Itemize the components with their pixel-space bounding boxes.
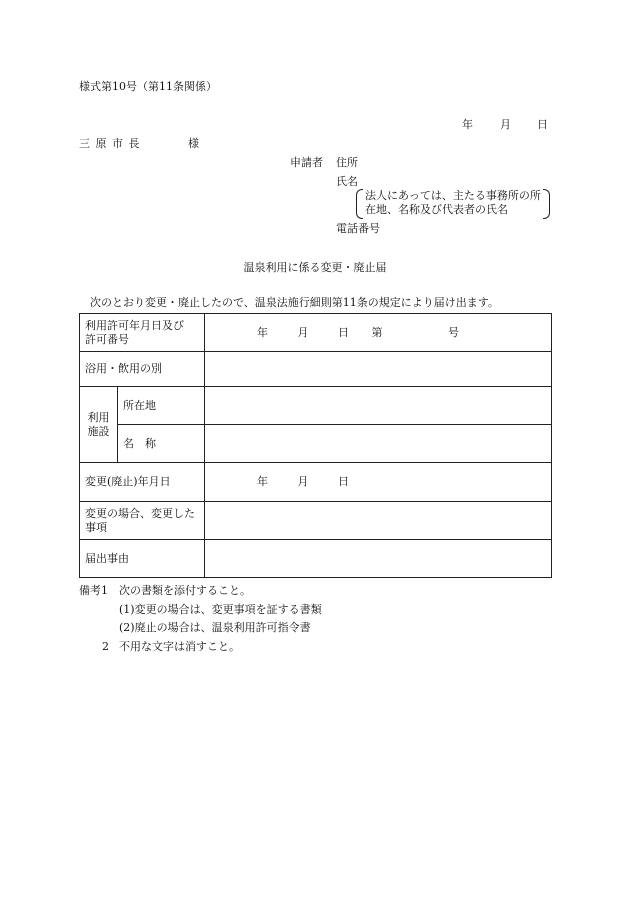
change-date-row <box>80 463 552 502</box>
remarks-item1: 次の書類を添付すること。 <box>119 584 251 597</box>
change-matter-value[interactable] <box>205 502 552 540</box>
reason-value[interactable] <box>205 540 552 578</box>
remarks-sub2: (2)廃止の場合は、温泉利用許可指令書 <box>119 621 311 634</box>
addressee-name: 三 原 市 長 <box>79 137 141 150</box>
date-day-label: 日 <box>537 118 548 131</box>
date-year-label: 年 <box>462 118 473 131</box>
remarks-label: 備考1 <box>79 584 108 597</box>
document-title: 温泉利用に係る変更・廃止届 <box>243 261 387 274</box>
form-number: 様式第10号（第11条関係） <box>79 80 217 93</box>
reason-row <box>80 540 552 578</box>
bracket-left <box>356 189 363 219</box>
permit-dai: 第 <box>371 325 383 339</box>
bath-drink-label: 浴用・飲用の別 <box>80 352 205 387</box>
date-month-label: 月 <box>500 118 511 131</box>
change-month: 月 <box>297 475 309 488</box>
notification-table <box>79 313 552 578</box>
change-date-label: 変更(廃止)年月日 <box>80 463 205 502</box>
permit-month: 月 <box>297 325 309 339</box>
addressee-honorific: 様 <box>188 137 199 150</box>
permit-value-cell[interactable] <box>205 314 552 352</box>
remarks-item2: 不用な文字は消すこと。 <box>119 640 240 653</box>
applicant-label: 申請者 <box>290 156 323 169</box>
change-matter-label-line1: 変更の場合、変更した <box>85 506 195 520</box>
facility-name-row <box>80 425 552 463</box>
corporate-note-line2: 在地、名称及び代表者の氏名 <box>365 203 508 216</box>
remarks-sub1: (1)変更の場合は、変更事項を証する書類 <box>119 603 322 616</box>
bath-drink-row <box>80 352 552 387</box>
permit-row <box>80 314 552 352</box>
facility-label-line1: 利用 <box>87 410 110 424</box>
intro-text: 次のとおり変更・廃止したので、温泉法施行細則第11条の規定により届け出ます。 <box>90 296 499 309</box>
permit-label-cell <box>80 314 205 352</box>
corporate-note-bracket <box>356 189 550 219</box>
facility-label-cell <box>80 387 118 463</box>
change-year: 年 <box>257 475 268 488</box>
applicant-name-label: 氏名 <box>336 175 358 188</box>
permit-label-line1: 利用許可年月日及び <box>85 318 184 332</box>
location-label: 所在地 <box>118 387 205 425</box>
corporate-note-line1: 法人にあっては、主たる事務所の所 <box>365 189 541 202</box>
permit-year: 年 <box>257 325 268 339</box>
change-matter-label-cell <box>80 502 205 540</box>
applicant-address-label: 住所 <box>336 156 358 169</box>
facility-name-value[interactable] <box>205 425 552 463</box>
remarks-num2: 2 <box>102 640 109 653</box>
location-value[interactable] <box>205 387 552 425</box>
change-date-value[interactable] <box>205 463 552 502</box>
applicant-phone-label: 電話番号 <box>336 222 380 235</box>
facility-name-label: 名 称 <box>118 425 205 463</box>
bath-drink-value[interactable] <box>205 352 552 387</box>
permit-label-line2: 許可番号 <box>85 332 129 346</box>
facility-label-line2: 施設 <box>87 424 110 438</box>
bracket-right <box>543 189 550 219</box>
reason-label: 届出事由 <box>80 540 205 578</box>
permit-go: 号 <box>448 325 459 339</box>
change-matter-label-line2: 事項 <box>85 520 107 534</box>
facility-location-row <box>80 387 552 425</box>
change-matter-row <box>80 502 552 540</box>
change-day: 日 <box>338 475 349 488</box>
permit-day: 日 <box>338 325 349 339</box>
